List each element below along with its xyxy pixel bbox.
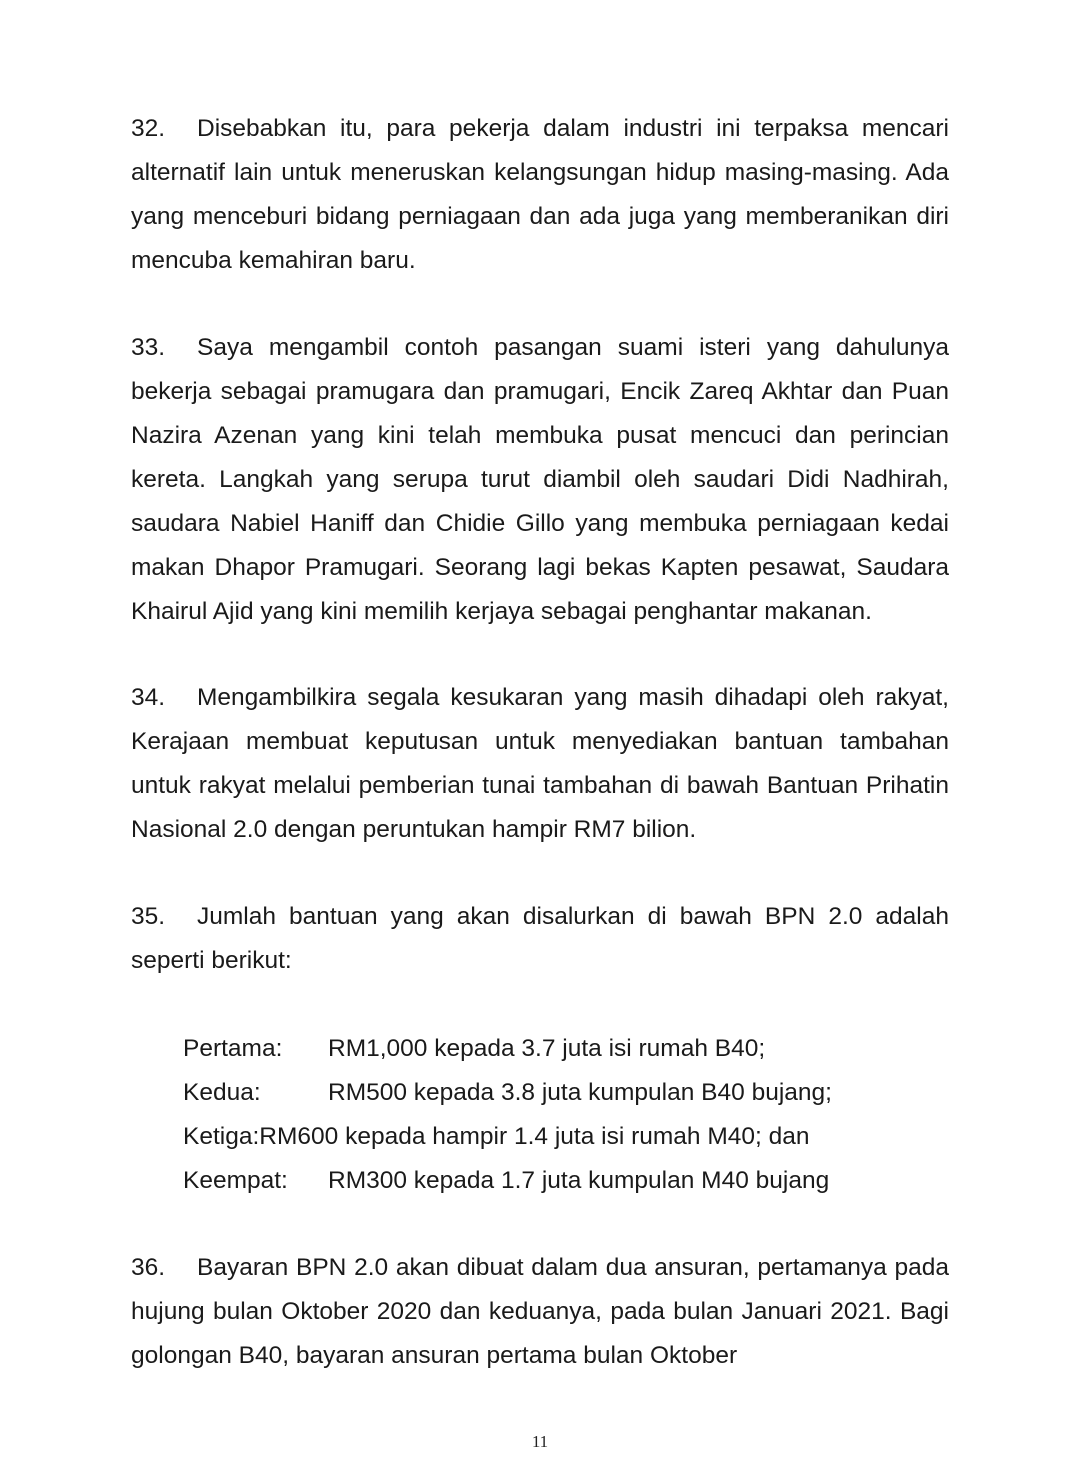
paragraph-number: 35. <box>131 903 166 930</box>
aid-list-text: RM600 kepada hampir 1.4 juta isi rumah M40; dan <box>259 1123 810 1150</box>
aid-list-text: RM300 kepada 1.7 juta kumpulan M40 bujang <box>328 1167 830 1194</box>
paragraph-text: Jumlah bantuan yang akan disalurkan di bawah BPN 2.0 adalah seperti berikut: <box>131 903 949 974</box>
paragraph-32 <box>131 107 949 283</box>
paragraph-36 <box>131 1246 949 1378</box>
paragraph-34 <box>131 676 949 852</box>
aid-list-item <box>183 1027 943 1071</box>
paragraph-text: Bayaran BPN 2.0 akan dibuat dalam dua ansuran, pertamanya pada hujung bulan Oktober 2020 dan keduanya, pada bulan Januari 2021. Bagi golongan B40, bayaran ansuran pertama bulan Oktober <box>131 1254 949 1369</box>
aid-list-label: Kedua: <box>183 1079 261 1106</box>
page-number: 11 <box>531 1432 549 1451</box>
aid-list-item <box>183 1071 943 1115</box>
aid-list-label: Ketiga: <box>183 1123 260 1150</box>
aid-list-text: RM500 kepada 3.8 juta kumpulan B40 bujang; <box>328 1079 832 1106</box>
aid-list <box>183 1027 943 1203</box>
aid-list-label: Keempat: <box>183 1167 288 1194</box>
paragraph-number: 34. <box>131 684 166 711</box>
paragraph-number: 33. <box>131 334 166 361</box>
paragraph-text: Mengambilkira segala kesukaran yang masih dihadapi oleh rakyat, Kerajaan membuat keputusan untuk menyediakan bantuan tambahan untuk rakyat melalui pemberian tunai tambahan di bawah Bantuan Prihatin Nasional 2.0 dengan peruntukan hampir RM7 bilion. <box>131 684 949 843</box>
aid-list-label: Pertama: <box>183 1035 283 1062</box>
paragraph-number: 32. <box>131 115 166 142</box>
aid-list-item <box>183 1115 943 1159</box>
aid-list-item <box>183 1159 943 1203</box>
paragraph-number: 36. <box>131 1254 166 1281</box>
paragraph-text: Disebabkan itu, para pekerja dalam industri ini terpaksa mencari alternatif lain untuk meneruskan kelangsungan hidup masing-masing. Ada yang menceburi bidang perniagaan dan ada juga yang memberanikan diri mencuba kemahiran baru. <box>131 115 949 274</box>
paragraph-33 <box>131 326 949 634</box>
aid-list-text: RM1,000 kepada 3.7 juta isi rumah B40; <box>328 1035 766 1062</box>
paragraph-text: Saya mengambil contoh pasangan suami isteri yang dahulunya bekerja sebagai pramugara dan pramugari, Encik Zareq Akhtar dan Puan Nazira Azenan yang kini telah membuka pusat mencuci dan perincian kereta. Langkah yang serupa turut diambil oleh saudari Didi Nadhirah, saudara Nabiel Haniff dan Chidie Gillo yang membuka perniagaan kedai makan Dhapor Pramugari. Seorang lagi bekas Kapten pesawat, Saudara Khairul Ajid yang kini memilih kerjaya sebagai penghantar makanan. <box>131 334 949 625</box>
paragraph-35 <box>131 895 949 983</box>
